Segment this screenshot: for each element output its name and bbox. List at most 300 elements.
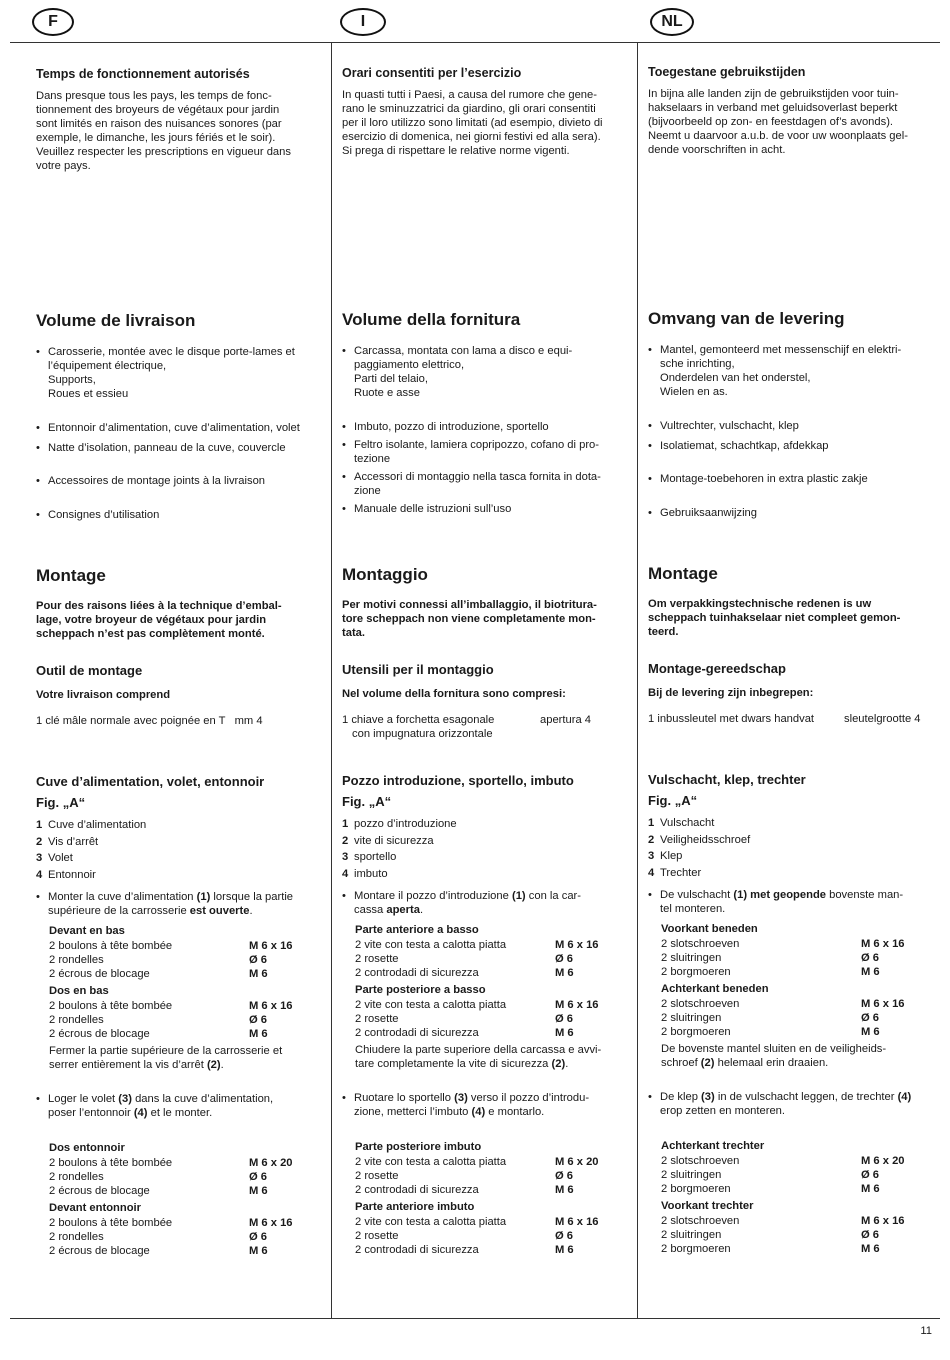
- text-line: [648, 712, 938, 726]
- cell: 2 vite con testa a calotta piatta: [355, 999, 507, 1011]
- part-label: Trechter: [660, 866, 702, 879]
- text-run: 1 inbussleutel met dwars handvat: [648, 713, 815, 726]
- part-item: 4 Entonnoir: [36, 868, 96, 881]
- list-item: • Vultrechter, vulschacht, klep: [648, 419, 938, 433]
- section-title: Orari consentiti per l’esercizio: [342, 66, 522, 80]
- section-heading: Montage: [36, 566, 106, 585]
- text-line: tezione: [354, 453, 391, 465]
- cell: 2 boulons à tête bombée: [49, 1157, 173, 1169]
- table-row: [661, 1025, 938, 1039]
- fastener-groups: [648, 1139, 938, 1256]
- part-label: Cuve d’alimentation: [48, 819, 147, 831]
- text-run: est ouverte: [189, 905, 250, 917]
- part-item: 3 Volet: [36, 852, 73, 864]
- table-row: [49, 1027, 326, 1041]
- cell: M 6 x 16: [249, 940, 293, 952]
- part-item: 4 imbuto: [342, 867, 388, 880]
- table-row: [661, 937, 938, 951]
- text-run: con la car-: [525, 890, 581, 902]
- text-line: tionnement des broyeurs de végétaux pour jardin: [36, 104, 280, 116]
- group-title: Parte anteriore a basso: [355, 924, 479, 936]
- intro-line: teerd.: [648, 626, 679, 638]
- table-row: [49, 1184, 326, 1198]
- part-label: imbuto: [354, 867, 388, 880]
- cell: 2 sluitringen: [661, 1229, 722, 1241]
- text-line: Si prega di rispettare le relative norme vigenti.: [342, 145, 570, 157]
- text-run: erop zetten en monteren.: [660, 1105, 786, 1117]
- cell: 2 borgmoeren: [661, 966, 731, 978]
- cell: 2 controdadi di sicurezza: [355, 1027, 479, 1039]
- text-run: (3): [701, 1091, 715, 1103]
- cell: 2 borgmoeren: [661, 1026, 731, 1038]
- section-operating-times: [342, 65, 632, 158]
- table-row: [355, 998, 632, 1012]
- group-title: Achterkant trechter: [661, 1140, 765, 1152]
- text-line: Supports,: [48, 374, 96, 386]
- cell: 2 rondelles: [49, 954, 104, 966]
- text-run: (4): [471, 1106, 486, 1118]
- list-item: • Accessoires de montage joints à la livraison: [36, 474, 326, 488]
- section-montage: [36, 566, 326, 728]
- cell: Ø 6: [555, 1170, 574, 1182]
- cell: Ø 6: [555, 1013, 574, 1025]
- intro-line: scheppach tuinhakselaar niet compleet gemon-: [648, 612, 901, 624]
- group-title: Achterkant beneden: [661, 983, 769, 995]
- text-run: (4): [133, 1107, 148, 1119]
- intro-line: Per motivi connessi all’imballaggio, il biotritura-: [342, 599, 597, 611]
- section-assembly: [36, 773, 326, 1258]
- section-delivery: [648, 309, 938, 520]
- cell: 2 rondelles: [49, 1171, 104, 1183]
- part-label: Veiligheidsschroef: [660, 833, 751, 846]
- text-run: Monter la cuve d’alimentation: [48, 891, 197, 903]
- fastener-groups: [36, 924, 326, 1072]
- cell: M 6: [555, 1027, 574, 1039]
- cell: Ø 6: [555, 953, 574, 965]
- section-operating-times: [648, 64, 938, 157]
- text-run: poser l’entonnoir: [48, 1107, 134, 1119]
- list-item: [648, 888, 938, 916]
- subsection-heading: Cuve d’alimentation, volet, entonnoir: [36, 774, 265, 789]
- group-title: Devant entonnoir: [49, 1202, 141, 1214]
- table-row: [355, 966, 632, 980]
- cell: 2 vite con testa a calotta piatta: [355, 1216, 507, 1228]
- text-run: verso il pozzo d’introdu-: [467, 1092, 590, 1104]
- section-heading: Montage: [648, 564, 718, 583]
- table-row: [661, 1242, 938, 1256]
- text-run: serrer entièrement la vis d’arrêt: [49, 1059, 207, 1071]
- subsection-heading: Vulschacht, klep, trechter: [648, 772, 806, 787]
- cell: Ø 6: [249, 1171, 268, 1183]
- cell: 2 rondelles: [49, 1231, 104, 1243]
- text-run: (4): [897, 1091, 912, 1103]
- text-run: (2): [551, 1058, 566, 1070]
- text-run: Montare il pozzo d’introduzione: [354, 890, 512, 902]
- intro-line: tore scheppach non viene completamente mon-: [342, 613, 596, 625]
- cell: 2 controdadi di sicurezza: [355, 1244, 479, 1256]
- column-fr: [36, 0, 326, 1310]
- cell: 2 slotschroeven: [661, 1215, 740, 1227]
- part-label: vite di sicurezza: [354, 834, 434, 847]
- cell: Ø 6: [249, 954, 268, 966]
- part-item: 2 vite di sicurezza: [342, 834, 434, 847]
- table-row: [661, 1168, 938, 1182]
- cell: M 6: [555, 1244, 574, 1256]
- cell: Ø 6: [861, 1229, 880, 1241]
- badge-label: I: [360, 13, 366, 30]
- table-row: [355, 1183, 632, 1197]
- part-label: pozzo d’introduzione: [354, 818, 457, 830]
- text-line: • Carosserie, montée avec le disque porte-lames et: [48, 346, 295, 358]
- cell: 2 rosette: [355, 1013, 399, 1025]
- list-item: • Natte d’isolation, panneau de la cuve, couvercle: [36, 441, 326, 455]
- cell: 2 rosette: [355, 1170, 399, 1182]
- intro-line: Om verpakkingstechnische redenen is uw: [648, 598, 872, 610]
- list-item: [648, 343, 938, 399]
- text-run: apertura 4: [540, 714, 591, 727]
- table-row: [661, 1154, 938, 1168]
- text-line: Chiudere la parte superiore della carcassa e avvi-: [355, 1044, 602, 1056]
- fastener-groups: [342, 1140, 632, 1257]
- part-label: Klep: [660, 850, 683, 862]
- cell: 2 rondelles: [49, 1014, 104, 1026]
- text-run: 1 chiave a forchetta esagonale: [342, 714, 495, 727]
- table-row: [49, 999, 326, 1013]
- list-item: • Imbuto, pozzo di introduzione, sportello: [342, 420, 632, 434]
- text-line: Roues et essieu: [48, 388, 129, 400]
- subsection-heading: Montage-gereedschap: [648, 661, 786, 676]
- table-row: [661, 1182, 938, 1196]
- text-line: • Carcassa, montata con lama a disco e equi-: [354, 345, 573, 357]
- text-line: • Accessori di montaggio nella tasca fornita in dota-: [354, 471, 601, 483]
- part-item: 1 Vulschacht: [648, 817, 715, 829]
- text-line: [49, 1058, 326, 1072]
- table-row: [355, 1155, 632, 1169]
- list-item: • Consignes d’utilisation: [36, 508, 326, 522]
- list-item: [36, 345, 326, 401]
- list-item: [342, 344, 632, 400]
- text-line: (bijvoorbeeld op zon- en feestdagen of’s avonds).: [648, 116, 894, 128]
- cell: M 6 x 16: [555, 999, 599, 1011]
- text-line: • Mantel, gemonteerd met messenschijf en elektri-: [660, 344, 902, 356]
- text-line: De bovenste mantel sluiten en de veiligheids-: [661, 1043, 887, 1055]
- text-run: cassa: [354, 904, 387, 916]
- figure-reference: Fig. „A“: [36, 795, 86, 810]
- cell: M 6: [249, 1245, 268, 1257]
- table-row: [355, 1012, 632, 1026]
- cell: 2 slotschroeven: [661, 1155, 740, 1167]
- list-item: • Entonnoir d’alimentation, cuve d’alimentation, volet: [36, 421, 326, 435]
- cell: M 6: [555, 967, 574, 979]
- cell: M 6 x 16: [861, 1215, 905, 1227]
- subsection-subtitle: Bij de levering zijn inbegrepen:: [648, 687, 814, 699]
- table-row: [355, 1026, 632, 1040]
- cell: Ø 6: [249, 1014, 268, 1026]
- cell: M 6: [861, 1243, 880, 1255]
- text-run: .: [220, 1059, 224, 1071]
- text-line: Wielen en as.: [660, 386, 728, 398]
- intro-line: Pour des raisons liées à la technique d’embal-: [36, 600, 282, 612]
- text-line: • Feltro isolante, lamiera copripozzo, cofano di pro-: [354, 439, 599, 451]
- part-label: Volet: [48, 852, 73, 864]
- cell: M 6: [861, 966, 880, 978]
- text-run: (1): [511, 890, 526, 902]
- text-run: lorsque la partie: [210, 891, 294, 903]
- cell: 2 borgmoeren: [661, 1183, 731, 1195]
- figure-reference: Fig. „A“: [342, 794, 392, 809]
- table-row: [49, 1244, 326, 1258]
- section-delivery: [342, 310, 632, 516]
- cell: M 6 x 16: [555, 939, 599, 951]
- part-item: 2 Vis d’arrêt: [36, 835, 99, 848]
- text-line: zione: [354, 485, 381, 497]
- text-run: Loger le volet: [48, 1093, 119, 1105]
- text-run: schroef: [661, 1057, 701, 1069]
- list-item: [648, 1090, 938, 1118]
- part-item: 1 pozzo d’introduzione: [342, 818, 457, 830]
- cell: 2 boulons à tête bombée: [49, 1000, 173, 1012]
- group-title: Voorkant beneden: [661, 923, 758, 935]
- text-run: supérieure de la carrosserie: [48, 905, 190, 917]
- cell: M 6 x 16: [249, 1217, 293, 1229]
- text-run: Ruotare lo sportello: [354, 1092, 455, 1104]
- badge-label: NL: [661, 13, 683, 30]
- cell: M 6 x 20: [555, 1156, 599, 1168]
- text-run: De klep: [660, 1091, 702, 1103]
- cell: Ø 6: [861, 952, 880, 964]
- cell: 2 controdadi di sicurezza: [355, 1184, 479, 1196]
- cell: 2 boulons à tête bombée: [49, 1217, 173, 1229]
- subsection-heading: Utensili per il montaggio: [342, 662, 494, 677]
- text-line: per il loro utilizzo sono limitati (ad esempio, divieto di: [342, 117, 603, 129]
- text-line: esercizio di domenica, nei giorni festivi ed alla sera).: [342, 131, 601, 143]
- section-delivery: [36, 311, 326, 522]
- text-line: rano le sminuzzatrici da giardino, gli orari consentiti: [342, 103, 596, 115]
- table-row: [661, 997, 938, 1011]
- text-run: (2): [700, 1057, 715, 1069]
- text-line: 1 clé mâle normale avec poignée en T mm 4: [36, 715, 263, 728]
- cell: M 6: [555, 1184, 574, 1196]
- part-item: 1 Cuve d’alimentation: [36, 819, 147, 831]
- cell: 2 vite con testa a calotta piatta: [355, 939, 507, 951]
- text-run: dans la cuve d’alimentation,: [131, 1093, 274, 1105]
- page-number: 11: [920, 1325, 932, 1337]
- text-line: [342, 713, 632, 727]
- list-item: [342, 1091, 632, 1119]
- list-item: [36, 1092, 326, 1120]
- part-label: Vis d’arrêt: [48, 835, 99, 848]
- table-row: [49, 967, 326, 981]
- cell: 2 rosette: [355, 1230, 399, 1242]
- section-montage: [648, 564, 938, 726]
- table-row: [661, 1011, 938, 1025]
- cell: 2 écrous de blocage: [49, 968, 150, 980]
- cell: M 6: [861, 1183, 880, 1195]
- cell: M 6 x 16: [861, 998, 905, 1010]
- text-line: In bijna alle landen zijn de gebruikstijden voor tuin-: [648, 88, 899, 100]
- group-title: Devant en bas: [49, 925, 125, 937]
- text-line: paggiamento elettrico,: [354, 359, 465, 371]
- cell: 2 slotschroeven: [661, 998, 740, 1010]
- part-label: sportello: [354, 851, 397, 863]
- text-run: .: [249, 905, 253, 917]
- text-run: zione, metterci l’imbuto: [354, 1106, 472, 1118]
- text-run: aperta: [386, 904, 420, 916]
- table-row: [49, 1230, 326, 1244]
- text-line: Dans presque tous les pays, les temps de fonc-: [36, 90, 272, 102]
- section-title: Toegestane gebruikstijden: [648, 65, 806, 79]
- intro-line: scheppach n’est pas complètement monté.: [36, 628, 265, 640]
- text-run: in de vulschacht leggen, de trechter: [714, 1091, 898, 1103]
- table-row: [355, 952, 632, 966]
- column-divider: [331, 42, 332, 1318]
- text-line: sche inrichting,: [660, 358, 735, 370]
- table-row: [355, 1169, 632, 1183]
- fastener-groups: [648, 922, 938, 1070]
- subsection-subtitle: Nel volume della fornitura sono compresi:: [342, 688, 566, 700]
- table-row: [355, 1243, 632, 1257]
- table-row: [49, 1216, 326, 1230]
- group-title: Parte posteriore a basso: [355, 984, 486, 996]
- part-item: 3 sportello: [342, 851, 397, 863]
- cell: 2 sluitringen: [661, 1012, 722, 1024]
- text-line: Neemt u daarvoor a.u.b. de voor uw woonplaats gel-: [648, 130, 908, 142]
- section-heading: Montaggio: [342, 565, 428, 584]
- text-run: .: [419, 904, 424, 916]
- list-item: • Montage-toebehoren in extra plastic zakje: [648, 472, 938, 486]
- text-line: Parti del telaio,: [354, 373, 429, 385]
- section-title: Temps de fonctionnement autorisés: [36, 67, 250, 81]
- section-operating-times: [36, 66, 326, 173]
- text-line: In quasti tutti i Paesi, a causa del rumore che gene-: [342, 89, 597, 101]
- column-it: [342, 0, 632, 1310]
- text-run: .: [565, 1058, 569, 1070]
- cell: 2 écrous de blocage: [49, 1245, 150, 1257]
- cell: 2 boulons à tête bombée: [49, 940, 173, 952]
- text-line: con impugnatura orizzontale: [352, 728, 493, 741]
- text-run: (1) met geopende: [733, 889, 826, 901]
- group-title: Parte posteriore imbuto: [355, 1141, 482, 1153]
- text-run: bovenste man-: [826, 889, 904, 901]
- fastener-groups: [36, 1141, 326, 1258]
- table-row: [355, 1215, 632, 1229]
- group-title: Parte anteriore imbuto: [355, 1201, 475, 1213]
- column-divider: [637, 42, 638, 1318]
- cell: Ø 6: [861, 1012, 880, 1024]
- part-item: 2 Veiligheidsschroef: [648, 833, 751, 846]
- list-item: [36, 890, 326, 918]
- group-title: Dos en bas: [49, 985, 109, 997]
- section-heading: Omvang van de levering: [648, 309, 845, 328]
- cell: 2 vite con testa a calotta piatta: [355, 1156, 507, 1168]
- group-title: Dos entonnoir: [49, 1142, 125, 1154]
- list-item: [342, 438, 632, 466]
- intro-line: lage, votre broyeur de végétaux pour jardin: [36, 614, 267, 626]
- cell: M 6 x 16: [249, 1000, 293, 1012]
- cell: M 6 x 20: [249, 1157, 293, 1169]
- table-row: [49, 1170, 326, 1184]
- text-run: tel monteren.: [660, 903, 726, 915]
- text-line: Ruote e asse: [354, 387, 420, 399]
- text-line: [661, 1056, 938, 1070]
- part-item: 3 Klep: [648, 850, 683, 862]
- table-row: [661, 1214, 938, 1228]
- figure-reference: Fig. „A“: [648, 793, 698, 808]
- text-run: De vulschacht: [660, 889, 734, 901]
- cell: M 6 x 20: [861, 1155, 905, 1167]
- cell: M 6: [861, 1026, 880, 1038]
- list-item: • Gebruiksaanwijzing: [648, 506, 938, 520]
- text-run: et le monter.: [147, 1107, 213, 1119]
- part-label: Entonnoir: [48, 868, 96, 881]
- list-item: • Manuale delle istruzioni sull’uso: [342, 502, 632, 516]
- table-row: [661, 951, 938, 965]
- text-run: e montarlo.: [485, 1106, 545, 1118]
- text-run: (3): [454, 1092, 468, 1104]
- cell: M 6: [249, 968, 268, 980]
- cell: Ø 6: [861, 1169, 880, 1181]
- cell: 2 écrous de blocage: [49, 1185, 150, 1197]
- fastener-groups: [342, 923, 632, 1071]
- subsection-heading: Outil de montage: [36, 663, 143, 678]
- text-run: tare completamente la vite di sicurezza: [355, 1058, 552, 1070]
- column-nl: [648, 0, 938, 1310]
- text-line: votre pays.: [36, 160, 91, 172]
- table-row: [49, 1156, 326, 1170]
- cell: 2 slotschroeven: [661, 938, 740, 950]
- subsection-heading: Pozzo introduzione, sportello, imbuto: [342, 773, 574, 788]
- text-line: hakselaars in verband met geluidsoverlast beperkt: [648, 102, 898, 114]
- section-montage: [342, 565, 632, 741]
- section-assembly: [648, 771, 938, 1256]
- text-line: l’équipement électrique,: [48, 360, 167, 372]
- group-title: Voorkant trechter: [661, 1200, 754, 1212]
- table-row: [661, 965, 938, 979]
- table-row: [661, 1228, 938, 1242]
- intro-line: tata.: [342, 627, 366, 639]
- cell: Ø 6: [555, 1230, 574, 1242]
- text-line: [355, 1057, 632, 1071]
- list-item: • Isolatiemat, schachtkap, afdekkap: [648, 439, 938, 453]
- cell: 2 sluitringen: [661, 1169, 722, 1181]
- part-item: 4 Trechter: [648, 866, 702, 879]
- table-row: [49, 953, 326, 967]
- cell: 2 borgmoeren: [661, 1243, 731, 1255]
- cell: M 6: [249, 1028, 268, 1040]
- table-row: [49, 939, 326, 953]
- text-run: sleutelgrootte 4: [844, 713, 921, 726]
- cell: 2 sluitringen: [661, 952, 722, 964]
- section-heading: Volume della fornitura: [342, 310, 521, 329]
- text-line: Fermer la partie supérieure de la carrosserie et: [49, 1045, 283, 1057]
- section-heading: Volume de livraison: [36, 311, 196, 330]
- table-row: [355, 938, 632, 952]
- list-item: [342, 889, 632, 917]
- cell: M 6 x 16: [861, 938, 905, 950]
- text-line: sont limités en raison des nuisances sonores (par: [36, 118, 282, 130]
- subsection-subtitle: Votre livraison comprend: [36, 689, 171, 701]
- cell: M 6 x 16: [555, 1216, 599, 1228]
- cell: M 6: [249, 1185, 268, 1197]
- table-row: [355, 1229, 632, 1243]
- cell: 2 écrous de blocage: [49, 1028, 150, 1040]
- part-label: Vulschacht: [660, 817, 715, 829]
- text-run: (1): [196, 891, 211, 903]
- section-assembly: [342, 772, 632, 1257]
- cell: 2 rosette: [355, 953, 399, 965]
- bottom-rule: [10, 1318, 940, 1319]
- badge-label: F: [48, 13, 58, 30]
